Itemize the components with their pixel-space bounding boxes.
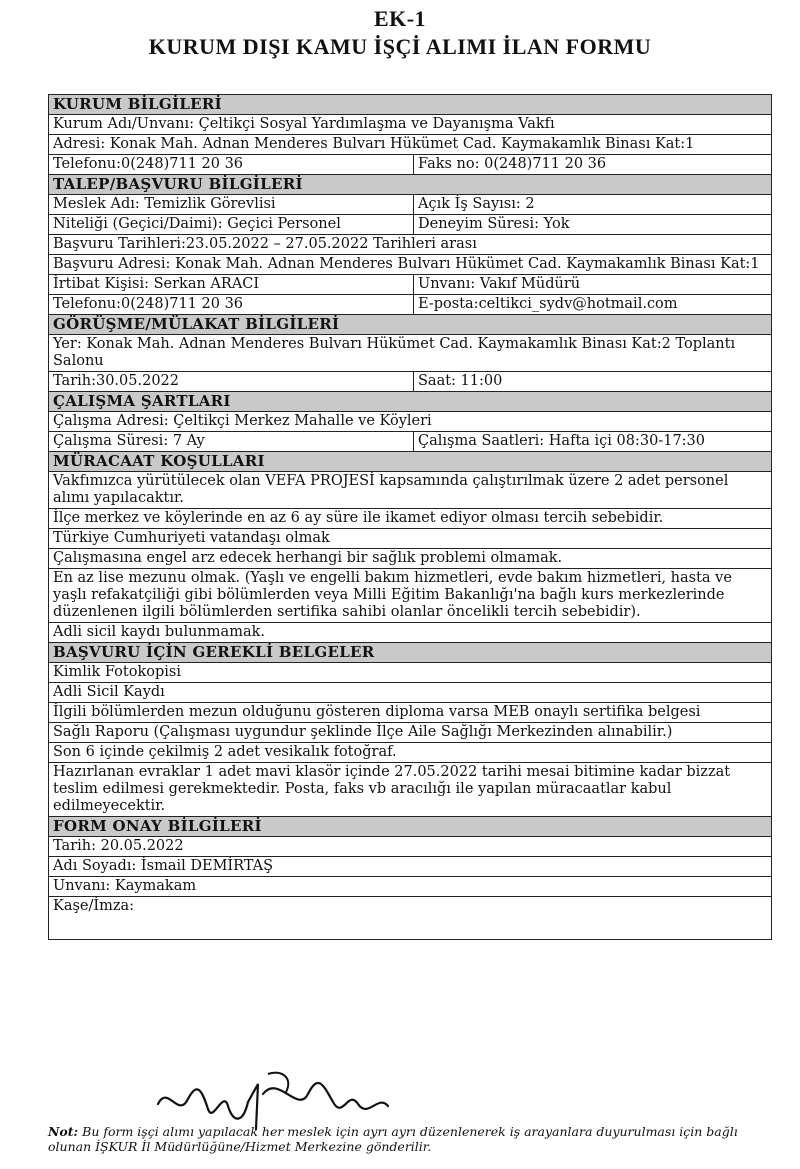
onay-adi-soyadi: Adı Soyadı: İsmail DEMİRTAŞ [49,857,772,877]
calisma-saatleri: Çalışma Saatleri: Hafta içi 08:30-17:30 [414,432,772,452]
kase-imza: Kaşe/İmza: [49,897,772,940]
belge-item: Son 6 içinde çekilmiş 2 adet vesikalık fotoğraf. [49,743,772,763]
section-header-onay: FORM ONAY BİLGİLERİ [49,817,772,837]
kurum-adi: Kurum Adı/Unvanı: Çeltikçi Sosyal Yardımlaşma ve Dayanışma Vakfı [49,115,772,135]
section-header-kurum: KURUM BİLGİLERİ [49,95,772,115]
muracaat-item: Vakfımızca yürütülecek olan VEFA PROJESİ kapsamında çalıştırılmak üzere 2 adet personel alımı yapılacaktır. [49,472,772,509]
section-header-gorusme: GÖRÜŞME/MÜLAKAT BİLGİLERİ [49,315,772,335]
belge-item: Adli Sicil Kaydı [49,683,772,703]
note-text: Bu form işçi alımı yapılacak her meslek için ayrı ayrı düzenlenerek iş arayanlara duyurulması için bağlı olunan İŞKUR İl Müdürlüğüne/Hizmet Merkezine gönderilir. [48,1124,738,1154]
calisma-suresi: Çalışma Süresi: 7 Ay [49,432,414,452]
form-page [0,6,800,1169]
section-header-belgeler: BAŞVURU İÇİN GEREKLİ BELGELER [49,643,772,663]
acik-is-sayisi: Açık İş Sayısı: 2 [414,195,772,215]
belge-item: Hazırlanan evraklar 1 adet mavi klasör içinde 27.05.2022 tarihi mesai bitimine kadar bizzat teslim edilmesi gerekmektedir. Posta, faks vb aracılığı ile yapılan müracaatlar kabul edilmeyecektir. [49,763,772,817]
onay-unvani: Unvanı: Kaymakam [49,877,772,897]
irtibat-kisisi: İrtibat Kişisi: Serkan ARACI [49,275,414,295]
note-label: Not: [48,1124,79,1139]
ilan-form-table [48,94,772,940]
basvuru-adresi: Başvuru Adresi: Konak Mah. Adnan Menderes Bulvarı Hükümet Cad. Kaymakamlık Binası Kat:1 [49,255,772,275]
niteligi: Niteliği (Geçici/Daimi): Geçici Personel [49,215,414,235]
section-header-talep: TALEP/BAŞVURU BİLGİLERİ [49,175,772,195]
muracaat-item: Türkiye Cumhuriyeti vatandaşı olmak [49,529,772,549]
belge-item: Kimlik Fotokopisi [49,663,772,683]
form-code: EK-1 [373,6,427,31]
muracaat-item: En az lise mezunu olmak. (Yaşlı ve engelli bakım hizmetleri, evde bakım hizmetleri, hasta ve yaşlı refakatçiliği gibi bölümlerden veya Milli Eğitim Bakanlığı'na bağlı kurs merkezlerinde düzenlenen ilgili bölümlerden sertifika sahibi olanlar öncelikli tercih sebebidir). [49,569,772,623]
belge-item: Sağlı Raporu (Çalışması uygundur şeklinde İlçe Aile Sağlığı Merkezinden alınabilir.) [49,723,772,743]
basvuru-tarihleri: Başvuru Tarihleri:23.05.2022 – 27.05.2022 Tarihleri arası [49,235,772,255]
gorusme-saat: Saat: 11:00 [414,372,772,392]
calisma-adresi: Çalışma Adresi: Çeltikçi Merkez Mahalle ve Köyleri [49,412,772,432]
onay-tarih: Tarih: 20.05.2022 [49,837,772,857]
kurum-faks: Faks no: 0(248)711 20 36 [414,155,772,175]
kurum-telefon: Telefonu:0(248)711 20 36 [49,155,414,175]
talep-eposta: E-posta:celtikci_sydv@hotmail.com [414,295,772,315]
footer-note [48,1124,778,1154]
gorusme-yer: Yer: Konak Mah. Adnan Menderes Bulvarı Hükümet Cad. Kaymakamlık Binası Kat:2 Toplantı Salonu [49,335,772,372]
kurum-adres: Adresi: Konak Mah. Adnan Menderes Bulvarı Hükümet Cad. Kaymakamlık Binası Kat:1 [49,135,772,155]
meslek-adi: Meslek Adı: Temizlik Görevlisi [49,195,414,215]
irtibat-unvani: Unvanı: Vakıf Müdürü [414,275,772,295]
deneyim-suresi: Deneyim Süresi: Yok [414,215,772,235]
muracaat-item: Çalışmasına engel arz edecek herhangi bir sağlık problemi olmamak. [49,549,772,569]
section-header-muracaat: MÜRACAAT KOŞULLARI [49,452,772,472]
muracaat-item: Adli sicil kaydı bulunmamak. [49,623,772,643]
belge-item: İlgili bölümlerden mezun olduğunu gösteren diploma varsa MEB onaylı sertifika belgesi [49,703,772,723]
form-title: KURUM DIŞI KAMU İŞÇİ ALIMI İLAN FORMU [148,34,652,59]
section-header-calisma: ÇALIŞMA ŞARTLARI [49,392,772,412]
talep-telefon: Telefonu:0(248)711 20 36 [49,295,414,315]
muracaat-item: İlçe merkez ve köylerinde en az 6 ay süre ile ikamet ediyor olması tercih sebebidir. [49,509,772,529]
gorusme-tarih: Tarih:30.05.2022 [49,372,414,392]
